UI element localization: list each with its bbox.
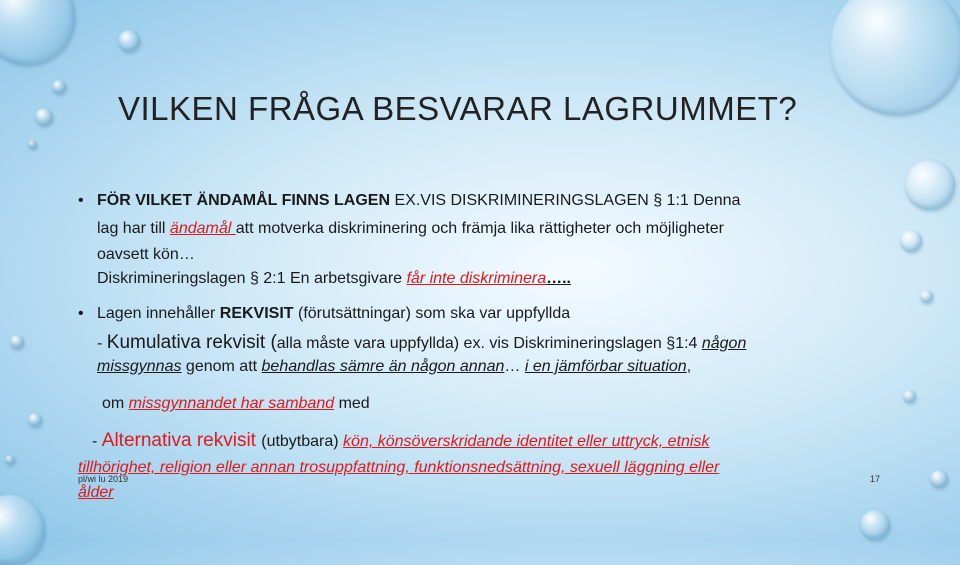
water-drop-icon xyxy=(28,140,37,149)
water-drop-icon xyxy=(905,160,955,210)
water-drop-icon xyxy=(10,335,24,349)
bullet-1-bold: FÖR VILKET ÄNDAMÅL FINNS LAGEN xyxy=(97,192,391,209)
red-term: missgynnandet har samband xyxy=(128,395,335,412)
alternativa-line-3: ålder xyxy=(78,484,114,501)
kumulativa-line-1: - Kumulativa rekvisit (alla måste vara uppfyllda) ex. vis Diskrimineringslagen §1:4 någon xyxy=(97,332,747,353)
bullet-marker: • xyxy=(78,192,84,209)
water-drop-icon xyxy=(52,80,66,94)
bullet-1-line-1: FÖR VILKET ÄNDAMÅL FINNS LAGEN EX.VIS DISKRIMINERINGSLAGEN § 1:1 Denna xyxy=(97,192,741,209)
kumulativa-line-2: missgynnas genom att behandlas sämre än någon annan… i en jämförbar situation, xyxy=(97,358,692,375)
water-drop-icon xyxy=(5,455,15,465)
kumulativa-line-3: om missgynnandet har samband med xyxy=(102,395,370,412)
water-drop-icon xyxy=(0,0,75,65)
bullet-1-line-2: lag har till ändamål att motverka diskriminering och främja lika rättigheter och möjligheter xyxy=(97,220,724,237)
alternativa-line-1: - Alternativa rekvisit (utbytbara) kön, könsöverskridande identitet eller uttryck, etnisk xyxy=(92,430,710,451)
water-drop-icon xyxy=(35,108,53,126)
water-drop-icon xyxy=(0,495,45,565)
water-drop-icon xyxy=(930,470,948,488)
slide-title: VILKEN FRÅGA BESVARAR LAGRUMMET? xyxy=(118,90,798,127)
bullet-marker: • xyxy=(78,305,84,322)
water-drop-icon xyxy=(28,413,42,427)
page-number: 17 xyxy=(870,474,881,484)
alternativa-line-2: tillhörighet, religion eller annan trosuppfattning, funktionsnedsättning, sexuell läggning eller xyxy=(78,459,720,476)
water-drop-icon xyxy=(903,390,916,403)
water-drop-icon xyxy=(860,510,890,540)
water-drop-icon xyxy=(920,290,933,303)
footer-text: pl/wi lu 2019 xyxy=(78,474,129,484)
water-drop-icon xyxy=(118,30,140,52)
water-drop-icon xyxy=(830,0,960,115)
red-term: får inte diskriminera xyxy=(406,270,547,287)
red-term: ändamål xyxy=(169,220,236,237)
bullet-1-line-3: oavsett kön… xyxy=(97,246,195,263)
bullet-1-line-4: Diskrimineringslagen § 2:1 En arbetsgivare får inte diskriminera….. xyxy=(97,270,571,287)
bullet-2-line: Lagen innehåller REKVISIT (förutsättningar) som ska var uppfyllda xyxy=(97,305,571,322)
water-drop-icon xyxy=(900,230,922,252)
